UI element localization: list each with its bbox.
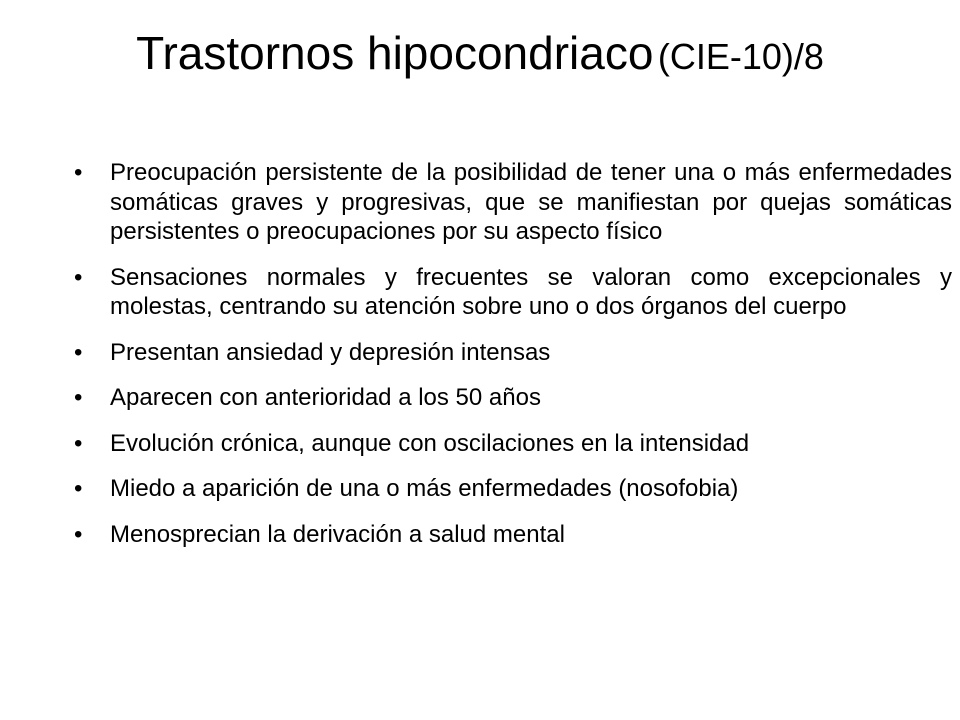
bullet-text: Preocupación persistente de la posibilidad de tener una o más enfermedades somáticas graves y progresivas, que se manifiestan por quejas somáticas persistentes o preocupaciones por su aspecto físico — [110, 159, 952, 245]
bullet-item — [74, 338, 952, 368]
bullet-text: Aparecen con anterioridad a los 50 años — [110, 384, 541, 411]
bullet-item — [74, 383, 952, 413]
slide-title-suffix: (CIE-10)/8 — [657, 36, 824, 77]
bullet-item — [74, 429, 952, 459]
slide-title — [60, 26, 900, 92]
bullet-dot-icon: • — [74, 429, 83, 457]
bullet-text: Sensaciones normales y frecuentes se valoran como excepcionales y molestas, centrando su atención sobre uno o dos órganos del cuerpo — [110, 263, 952, 320]
bullet-dot-icon: • — [74, 263, 83, 291]
bullet-item — [74, 263, 952, 322]
bullet-item — [74, 474, 952, 504]
slide-title-main: Trastornos hipocondriaco — [136, 27, 654, 79]
bullet-dot-icon: • — [74, 520, 83, 548]
bullet-dot-icon: • — [74, 338, 83, 366]
bullet-text: Menosprecian la derivación a salud mental — [110, 520, 565, 548]
bullet-list — [74, 158, 952, 565]
bullet-dot-icon: • — [74, 475, 83, 502]
bullet-dot-icon: • — [74, 384, 83, 411]
bullet-dot-icon: • — [74, 159, 83, 186]
bullet-item — [74, 520, 952, 550]
bullet-text: Evolución crónica, aunque con oscilaciones en la intensidad — [110, 429, 750, 457]
bullet-text: Presentan ansiedad y depresión intensas — [110, 338, 551, 366]
bullet-text: Miedo a aparición de una o más enfermedades (nosofobia) — [110, 475, 739, 502]
bullet-item — [74, 158, 952, 247]
